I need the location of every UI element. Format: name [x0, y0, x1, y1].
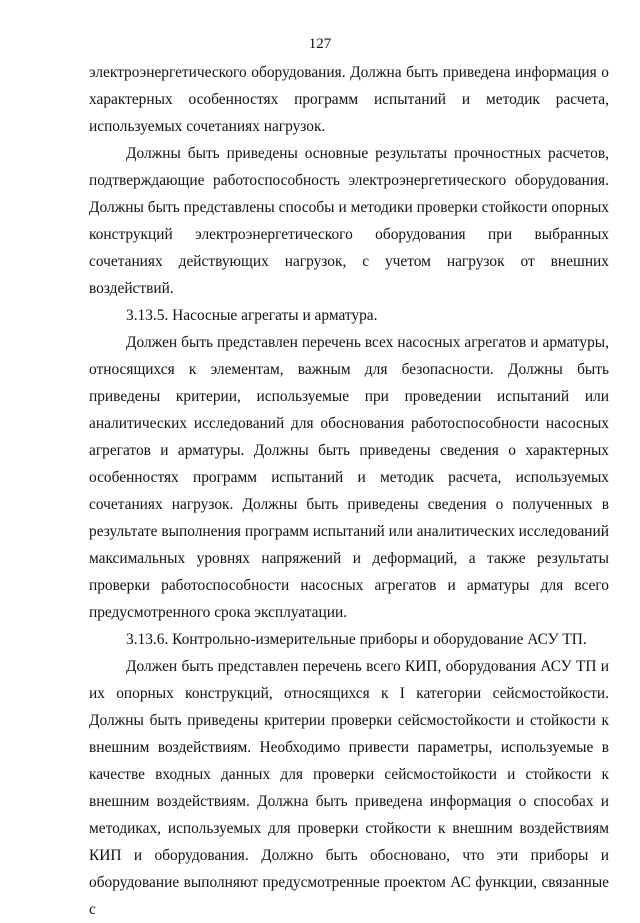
- page-number: 127: [308, 36, 332, 52]
- paragraph-continuation: электроэнергетического оборудования. Должна быть приведена информация о характерных особенностях программ испытаний и методик расчета, используемых сочетаниях нагрузок.: [89, 64, 609, 135]
- paragraph-strength-calculations: Должны быть приведены основные результаты прочностных расчетов, подтверждающие работоспособность электроэнергетического оборудования. Должны быть представлены способы и методики проверки стойкости опорных конструкций электроэнергетического оборудования при выбранных сочетаниях действующих нагрузок, с учетом нагрузок от внешних воздействий.: [89, 145, 609, 297]
- section-heading-3-13-5: 3.13.5. Насосные агрегаты и арматура.: [126, 307, 378, 324]
- paragraph-instrumentation: Должен быть представлен перечень всего КИП, оборудования АСУ ТП и их опорных конструкций, относящихся к I категории сейсмостойкости. Должны быть приведены критерии проверки сейсмостойкости и стойкости к внешним воздействиям. Необходимо привести параметры, используемые в качестве входных данных для проверки сейсмостойкости и стойкости к внешним воздействиям. Должна быть приведена информация о способах и методиках, используемых для проверки стойкости к внешним воздействиям КИП и оборудования. Должно быть обосновано, что эти приборы и оборудование выполняют предусмотренные проектом АС функции, связанные с: [89, 658, 609, 918]
- paragraph-pumps-and-valves: Должен быть представлен перечень всех насосных агрегатов и арматуры, относящихся к элементам, важным для безопасности. Должны быть приведены критерии, используемые при проведении испытаний или аналитических исследований для обоснования работоспособности насосных агрегатов и арматуры. Должны быть приведены сведения о характерных особенностях программ испытаний и методик расчета, используемых сочетаниях нагрузок. Должны быть приведены сведения о полученных в результате выполнения программ испытаний или аналитических исследований максимальных уровнях напряжений и деформаций, а также результаты проверки работоспособности насосных агрегатов и арматуры для всего предусмотренного срока эксплуатации.: [89, 334, 609, 621]
- page-body: [89, 59, 609, 923]
- section-heading-3-13-6: 3.13.6. Контрольно-измерительные приборы и оборудование АСУ ТП.: [126, 631, 587, 648]
